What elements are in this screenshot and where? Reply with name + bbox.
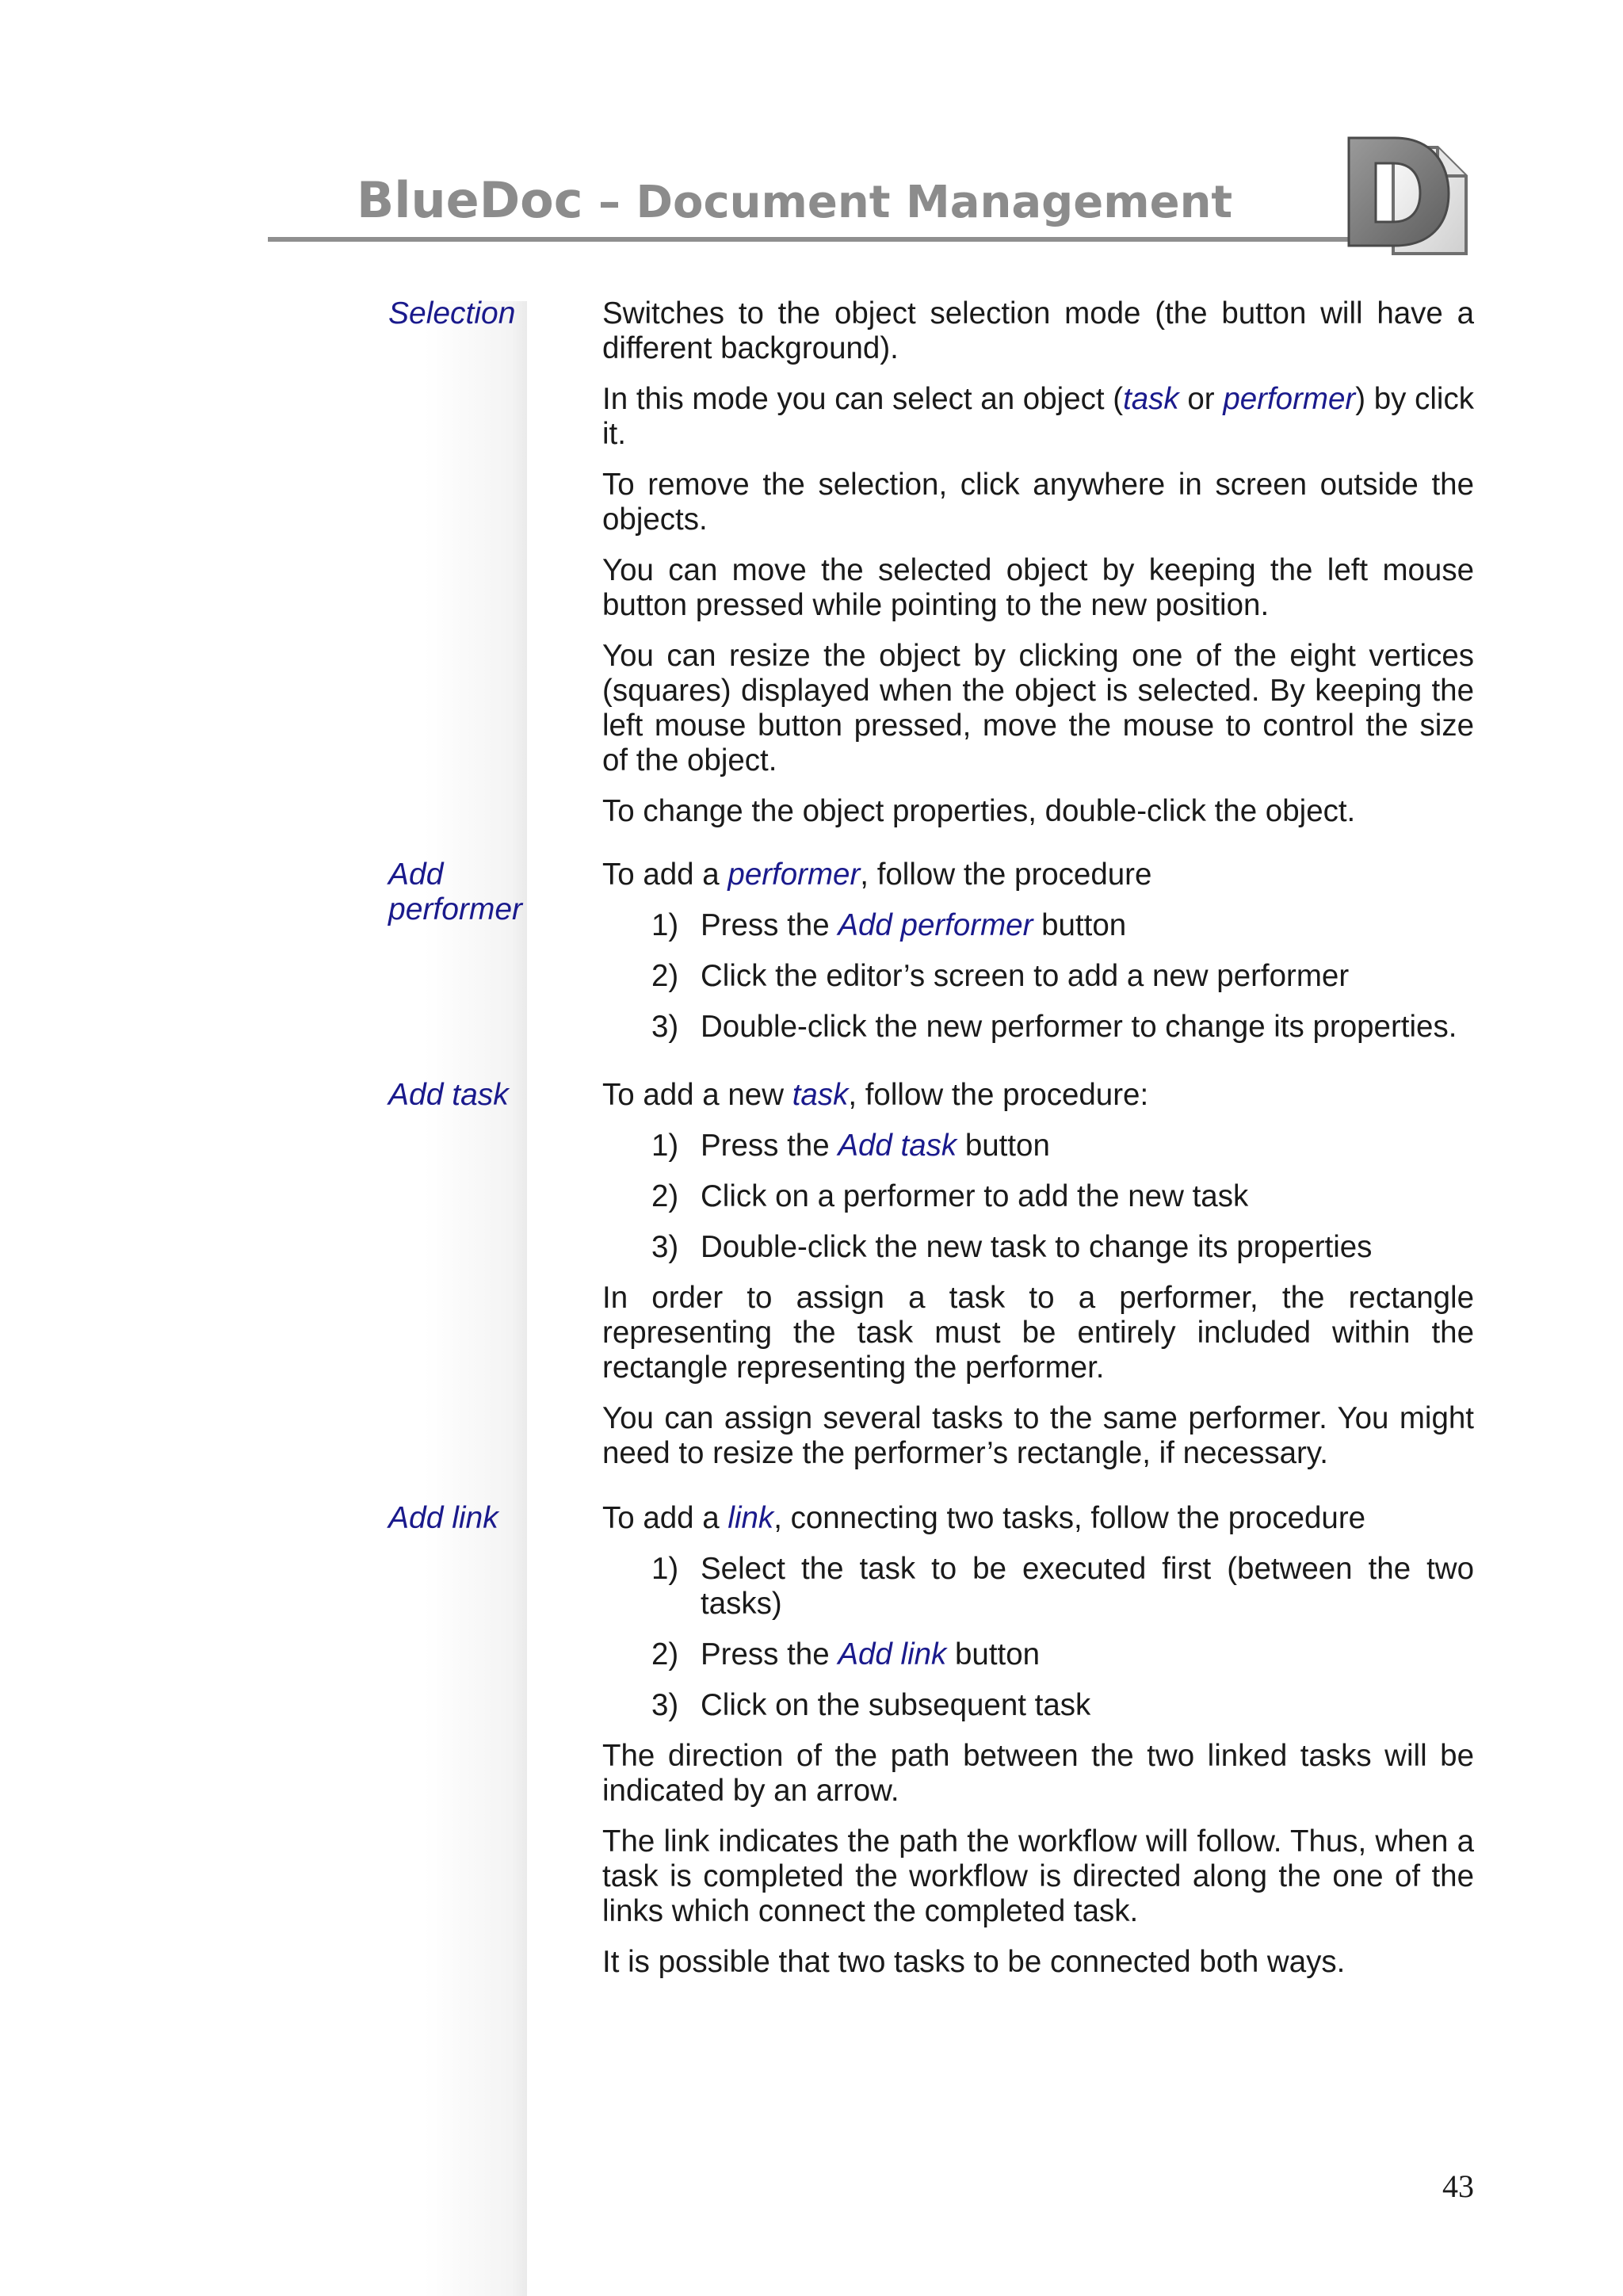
term-selection: Selection xyxy=(388,296,516,330)
paragraph-intro: To add a link, connecting two tasks, follow the procedure xyxy=(602,1501,1366,1535)
step-list xyxy=(602,908,1474,1045)
paragraph: You can resize the object by clicking one of the eight vertices (squares) displayed when the object is selected. By keeping the left mouse button pressed, move the mouse to control the size of the object. xyxy=(602,639,1474,777)
section-add-task-body xyxy=(602,1078,1474,1487)
paragraph: In this mode you can select an object (task or performer) by click it. xyxy=(602,382,1474,451)
paragraph: In order to assign a task to a performer, the rectangle representing the task must be entirely included within the rectangle representing the performer. xyxy=(602,1281,1474,1385)
page-number: 43 xyxy=(1442,2168,1474,2204)
list-item: 3) Double-click the new performer to change its properties. xyxy=(651,1010,1457,1044)
paragraph: You can move the selected object by keeping the left mouse button pressed while pointing to the new position. xyxy=(602,553,1474,622)
page-header-title xyxy=(357,171,1233,229)
list-item: 3) Click on the subsequent task xyxy=(651,1688,1091,1722)
step-list xyxy=(602,1552,1474,1723)
list-item: 1) Press the Add task button xyxy=(651,1129,1050,1163)
paragraph-intro: To add a new task, follow the procedure: xyxy=(602,1078,1149,1112)
list-item: 2) Click the editor’s screen to add a new performer xyxy=(651,959,1350,993)
header-title-rest: – Document Management xyxy=(582,177,1233,228)
list-item: 1) Select the task to be executed first (between the two tasks) xyxy=(651,1552,1474,1621)
paragraph: Switches to the object selection mode (the button will have a different background). xyxy=(602,296,1474,365)
emphasis-link: link xyxy=(727,1501,774,1535)
paragraph: The link indicates the path the workflow will follow. Thus, when a task is completed the workflow is directed along the one of the links which connect the completed task. xyxy=(602,1824,1474,1928)
term-add-task: Add task xyxy=(388,1078,509,1112)
list-item: 1) Press the Add performer button xyxy=(651,908,1127,942)
paragraph: To change the object properties, double-click the object. xyxy=(602,794,1356,828)
paragraph-intro: To add a performer, follow the procedure xyxy=(602,858,1152,892)
list-item: 2) Press the Add link button xyxy=(651,1637,1041,1671)
emphasis-task: task xyxy=(792,1078,849,1112)
list-item: 3) Double-click the new task to change its properties xyxy=(651,1230,1373,1264)
paragraph: You can assign several tasks to the same performer. You might need to resize the performer’s rectangle, if necessary. xyxy=(602,1401,1474,1470)
paragraph: It is possible that two tasks to be connected both ways. xyxy=(602,1945,1346,1979)
header-rule xyxy=(268,237,1377,242)
term-add-performer: Add performer xyxy=(388,858,523,926)
paragraph: To remove the selection, click anywhere in screen outside the objects. xyxy=(602,468,1474,537)
header-brand: BlueDoc xyxy=(357,171,583,229)
section-add-link-body xyxy=(602,1501,1474,1996)
emphasis-add-link: Add link xyxy=(838,1637,947,1671)
margin-band xyxy=(424,301,527,2296)
emphasis-performer: performer xyxy=(1223,382,1356,416)
emphasis-add-task: Add task xyxy=(838,1129,957,1163)
emphasis-add-performer: Add performer xyxy=(838,908,1033,942)
emphasis-performer: performer xyxy=(727,858,861,892)
emphasis-task: task xyxy=(1123,382,1179,416)
section-add-performer-body xyxy=(602,858,1474,1060)
list-item: 2) Click on a performer to add the new task xyxy=(651,1179,1249,1213)
paragraph: The direction of the path between the two linked tasks will be indicated by an arrow. xyxy=(602,1739,1474,1808)
step-list xyxy=(602,1129,1474,1265)
section-selection-body xyxy=(602,296,1474,845)
term-add-link: Add link xyxy=(388,1501,498,1535)
bluedoc-logo-icon xyxy=(1344,133,1474,260)
